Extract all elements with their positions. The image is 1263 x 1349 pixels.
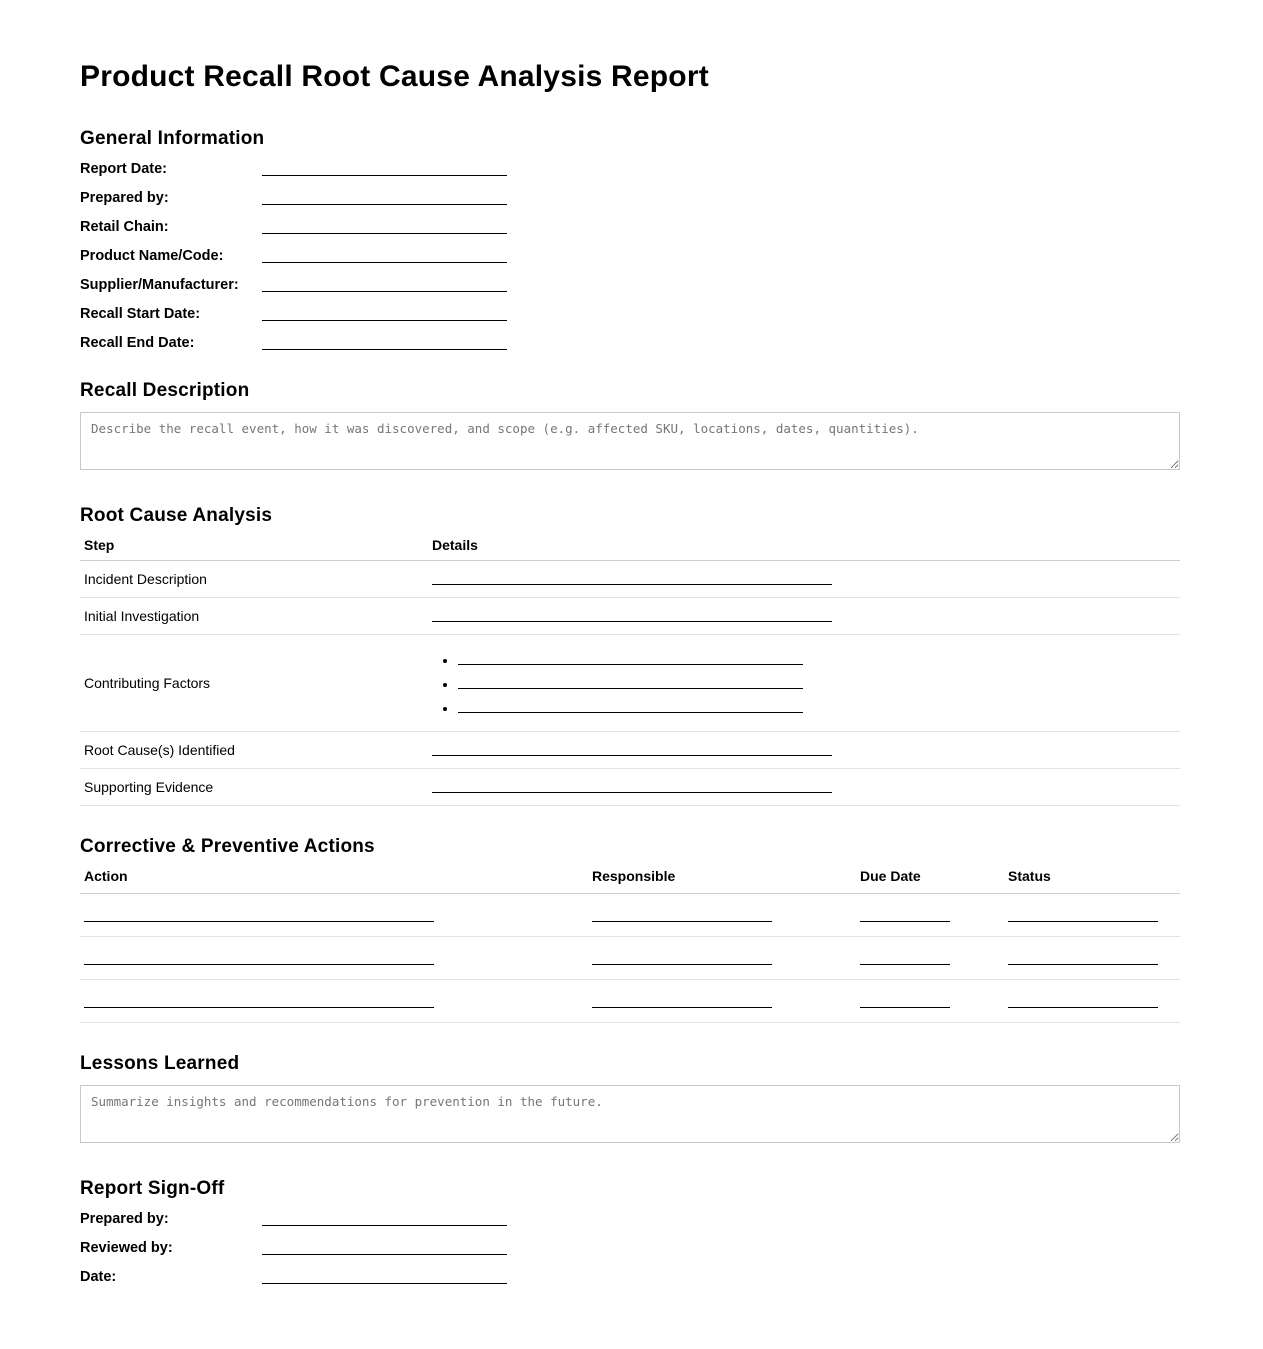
due-date-input-1[interactable]: [860, 907, 950, 922]
recall-description-section: [80, 380, 1183, 475]
status-input-2[interactable]: [1008, 950, 1158, 965]
due-date-cell: [856, 937, 1004, 980]
step-label: Initial Investigation: [80, 598, 428, 635]
contributing-factor-input-1[interactable]: [458, 650, 803, 665]
responsible-cell: [588, 937, 856, 980]
field-signoff-date: [80, 1268, 1183, 1284]
recall-start-date-input[interactable]: [262, 305, 507, 321]
column-header-step: Step: [80, 537, 428, 561]
responsible-input-1[interactable]: [592, 907, 772, 922]
responsible-cell: [588, 980, 856, 1023]
details-cell: [428, 732, 1180, 769]
due-date-input-3[interactable]: [860, 993, 950, 1008]
product-name-code-input[interactable]: [262, 247, 507, 263]
field-label: Date:: [80, 1268, 117, 1285]
step-label: Root Cause(s) Identified: [80, 732, 428, 769]
table-row: [80, 769, 1180, 806]
field-prepared-by: [80, 189, 1183, 205]
sign-off-section: [80, 1178, 1183, 1284]
column-header-action: Action: [80, 868, 588, 894]
details-cell: [428, 561, 1180, 598]
field-label: Prepared by:: [80, 189, 169, 206]
status-input-3[interactable]: [1008, 993, 1158, 1008]
contributing-factor-input-2[interactable]: [458, 674, 803, 689]
root-causes-identified-input[interactable]: [432, 741, 832, 756]
page-title: Product Recall Root Cause Analysis Report: [80, 60, 709, 93]
prepared-by-input[interactable]: [262, 189, 507, 205]
column-header-due-date: Due Date: [856, 868, 1004, 894]
field-signoff-reviewed-by: [80, 1239, 1183, 1255]
contributing-factors-list: [432, 650, 1176, 716]
field-label: Retail Chain:: [80, 218, 169, 235]
field-signoff-prepared-by: [80, 1210, 1183, 1226]
table-header-row: [80, 868, 1180, 894]
initial-investigation-input[interactable]: [432, 607, 832, 622]
table-row: [80, 937, 1180, 980]
field-label: Supplier/Manufacturer:: [80, 276, 239, 293]
root-cause-analysis-heading: Root Cause Analysis: [80, 505, 273, 526]
column-header-details: Details: [428, 537, 1180, 561]
field-label: Prepared by:: [80, 1210, 169, 1227]
field-report-date: [80, 160, 1183, 176]
field-supplier-manufacturer: [80, 276, 1183, 292]
field-label: Report Date:: [80, 160, 168, 177]
report-date-input[interactable]: [262, 160, 507, 176]
status-cell: [1004, 937, 1180, 980]
recall-description-textarea[interactable]: [80, 412, 1180, 470]
action-input-3[interactable]: [84, 993, 434, 1008]
table-row: [80, 561, 1180, 598]
list-item: [458, 674, 1176, 692]
field-label: Product Name/Code:: [80, 247, 224, 264]
responsible-cell: [588, 894, 856, 937]
step-label: Contributing Factors: [80, 635, 428, 732]
signoff-date-input[interactable]: [262, 1268, 507, 1284]
step-label: Supporting Evidence: [80, 769, 428, 806]
list-item: [458, 698, 1176, 716]
incident-description-input[interactable]: [432, 570, 832, 585]
field-label: Recall End Date:: [80, 334, 195, 351]
supporting-evidence-input[interactable]: [432, 778, 832, 793]
field-retail-chain: [80, 218, 1183, 234]
action-cell: [80, 937, 588, 980]
root-cause-analysis-section: [80, 505, 1183, 806]
lessons-learned-heading: Lessons Learned: [80, 1053, 240, 1074]
field-product-name-code: [80, 247, 1183, 263]
field-label: Reviewed by:: [80, 1239, 173, 1256]
action-input-1[interactable]: [84, 907, 434, 922]
root-cause-analysis-table: [80, 537, 1180, 806]
column-header-responsible: Responsible: [588, 868, 856, 894]
responsible-input-2[interactable]: [592, 950, 772, 965]
status-cell: [1004, 980, 1180, 1023]
table-row: [80, 598, 1180, 635]
lessons-learned-textarea[interactable]: [80, 1085, 1180, 1143]
due-date-input-2[interactable]: [860, 950, 950, 965]
due-date-cell: [856, 894, 1004, 937]
contributing-factor-input-3[interactable]: [458, 698, 803, 713]
details-cell: [428, 635, 1180, 732]
action-cell: [80, 894, 588, 937]
responsible-input-3[interactable]: [592, 993, 772, 1008]
sign-off-heading: Report Sign-Off: [80, 1178, 225, 1199]
table-row: [80, 635, 1180, 732]
table-header-row: [80, 537, 1180, 561]
field-label: Recall Start Date:: [80, 305, 201, 322]
step-label: Incident Description: [80, 561, 428, 598]
column-header-status: Status: [1004, 868, 1180, 894]
general-information-section: [80, 128, 1183, 350]
signoff-prepared-by-input[interactable]: [262, 1210, 507, 1226]
signoff-reviewed-by-input[interactable]: [262, 1239, 507, 1255]
details-cell: [428, 598, 1180, 635]
due-date-cell: [856, 980, 1004, 1023]
general-information-heading: General Information: [80, 128, 265, 149]
supplier-manufacturer-input[interactable]: [262, 276, 507, 292]
corrective-actions-section: [80, 836, 1183, 1023]
details-cell: [428, 769, 1180, 806]
table-row: [80, 894, 1180, 937]
corrective-actions-table: [80, 868, 1180, 1023]
recall-description-heading: Recall Description: [80, 380, 250, 401]
retail-chain-input[interactable]: [262, 218, 507, 234]
lessons-learned-section: [80, 1053, 1183, 1148]
action-cell: [80, 980, 588, 1023]
table-row: [80, 980, 1180, 1023]
action-input-2[interactable]: [84, 950, 434, 965]
recall-end-date-input[interactable]: [262, 334, 507, 350]
field-recall-start-date: [80, 305, 1183, 321]
field-recall-end-date: [80, 334, 1183, 350]
status-input-1[interactable]: [1008, 907, 1158, 922]
corrective-actions-heading: Corrective & Preventive Actions: [80, 836, 375, 857]
status-cell: [1004, 894, 1180, 937]
table-row: [80, 732, 1180, 769]
list-item: [458, 650, 1176, 668]
